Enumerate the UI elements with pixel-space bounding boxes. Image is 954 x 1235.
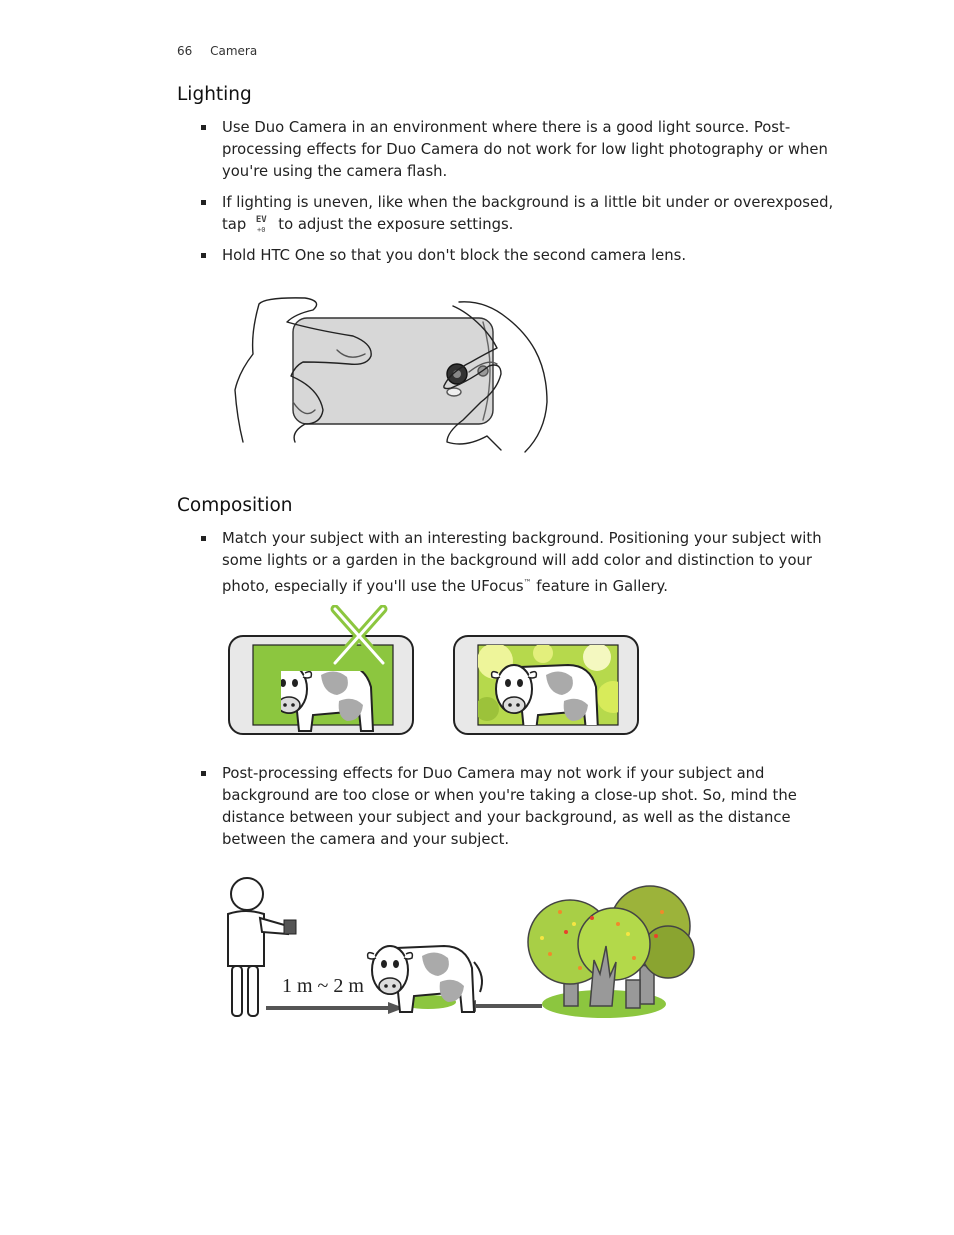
hands-holding-phone-illustration xyxy=(225,292,555,462)
page-header xyxy=(177,44,257,58)
page-number: 66 xyxy=(177,44,193,58)
list-item: Match your subject with an interesting background. Positioning your subject with some lights or a garden in the background will add color and distinction to your photo, especially if you'll use the UFocus™ feature in Gallery. xyxy=(199,528,839,598)
lighting-list xyxy=(199,117,839,276)
distance-illustration xyxy=(220,872,700,1027)
list-item: Hold HTC One so that you don't block the second camera lens. xyxy=(199,245,839,267)
distance-label: 1 m ~ 2 m xyxy=(282,975,364,997)
lighting-heading: Lighting xyxy=(177,84,252,105)
exposure-icon: EV +0 xyxy=(255,215,267,234)
section-name: Camera xyxy=(210,44,258,58)
composition-heading: Composition xyxy=(177,495,293,516)
list-item: Post-processing effects for Duo Camera may not work if your subject and background are too close or when you're taking a close-up shot. So, mind the distance between your subject and your background, as well as the distance between the camera and your subject. xyxy=(199,763,839,851)
composition-list-1 xyxy=(199,528,839,607)
list-item: If lighting is uneven, like when the background is a little bit under or overexposed, tap EV +0 to adjust the exposure settings. xyxy=(199,192,839,236)
background-comparison-illustration xyxy=(225,605,645,740)
trademark-symbol: ™ xyxy=(523,578,532,587)
list-item: Use Duo Camera in an environment where there is a good light source. Post-processing effects for Duo Camera do not work for low light photography or when you're using the camera flash. xyxy=(199,117,839,183)
composition-list-2 xyxy=(199,763,839,860)
